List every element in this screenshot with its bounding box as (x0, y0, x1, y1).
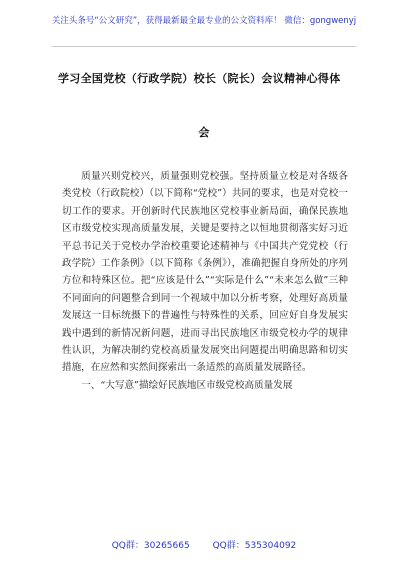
document-body (62, 168, 348, 394)
promo-header: 关注头条号“公文研究”，获得最新最全最专业的公文资料库！ 微信：gongwenyj (51, 16, 357, 26)
footer-contacts (0, 538, 408, 551)
footer-qq-group-2: QQ群：535304092 (212, 541, 297, 551)
header-divider (52, 46, 356, 47)
body-paragraph: 质量兴则党校兴，质量强则党校强。坚持质量立校是对各级各类党校（行政院校）（以下简称“党校”）共同的要求，也是对党校一切工作的要求。开创新时代民族地区党校事业新局面，确保民族地区市级党校实现高质量发展，关键是要持之以恒地贯彻落实好习近平总书记关于党校办学治校重要论述精神与《中国共产党党校（行政学院）工作条例》（以下简称《条例》），准确把握自身所处的序列方位和特殊区位。把“应该是什么”“实际是什么”“未来怎么做”三种不同面向的问题整合到同一个视域中加以分析考察，处理好高质量发展这一目标统摄下的普遍性与特殊性的关系，回应好自身发展实践中遇到的新情况新问题，进而寻出民族地区市级党校办学的规律性认识，为解决制约党校高质量发展突出问题提出明确思路和切实措施，在应然和实然间探索出一条适然的高质量发展路径。 (62, 171, 348, 374)
footer-qq-group-1: QQ群：30265665 (111, 541, 190, 551)
document-title-line-1: 学习全国党校（行政学院）校长（院长）会议精神心得体 (58, 72, 341, 85)
section-heading: 一、“大写意”描绘好民族地区市级党校高质量发展 (81, 379, 293, 391)
document-title-line-2: 会 (198, 126, 210, 139)
